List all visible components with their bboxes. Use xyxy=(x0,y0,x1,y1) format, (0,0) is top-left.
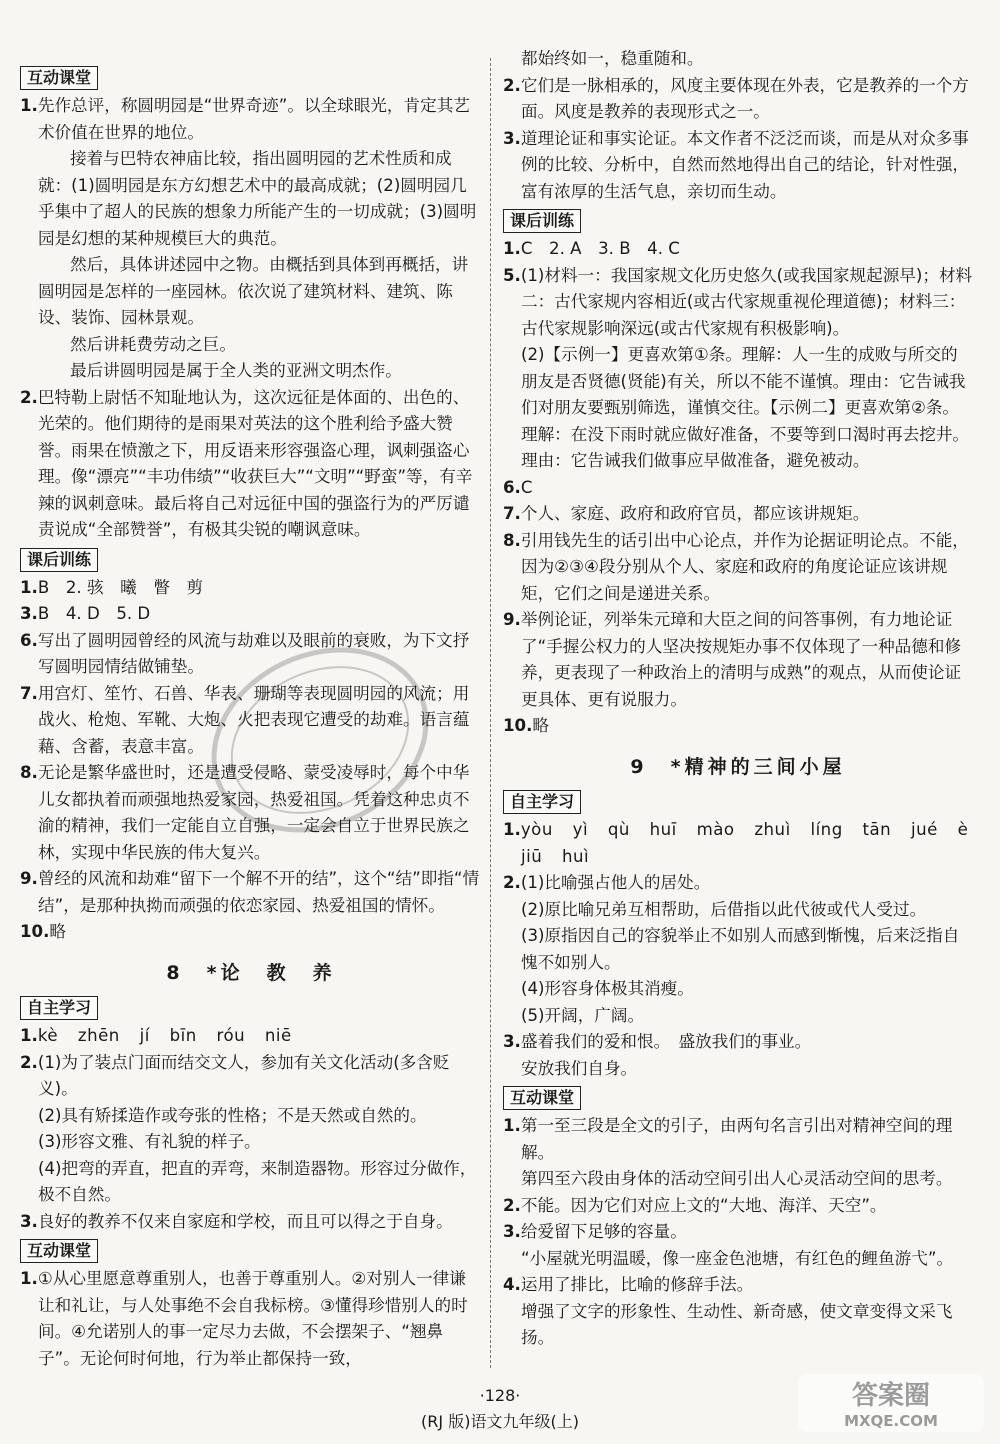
item-number: 3. xyxy=(20,604,38,623)
item-text: 道理论证和事实论证。本文作者不泛泛而谈，而是从对众多事例的比较、分析中，自然而然地得出自己的结论，针对性强，富有浓厚的生活气息，亲切而生动。 xyxy=(520,128,970,201)
sub-answer: (2)【示例一】更喜欢第①条。理解：人一生的成败与所交的朋友是否贤德(贤能)有关，所以不能不谨慎。理由：它告诫我们对朋友要甄别筛选，谨慎交往。【示例二】更喜欢第②条。理解：在没下雨时就应做好准备，不要等到口渴时再去挖井。理由：它告诫我们做事应早做准备，避免被动。 xyxy=(521,345,970,470)
answer-paragraph: 接着与巴特农神庙比较，指出圆明园的艺术性质和成就：(1)圆明园是东方幻想艺术中的最高成就；(2)圆明园几乎集中了超人的民族的想象力所能产生的一切成就；(3)圆明园是幻想的某种规模巨大的典范。 xyxy=(38,149,477,248)
section-tag: 自主学习 xyxy=(20,996,98,1020)
sub-answer: (3)形容文雅、有礼貌的样子。 xyxy=(38,1132,261,1151)
answer-item xyxy=(503,73,973,126)
answer-item xyxy=(20,601,482,628)
item-number: 7. xyxy=(20,683,38,703)
item-number: 9. xyxy=(20,869,38,888)
item-text: 第一至三段是全文的引子，由两句名言引出对精神空间的理解。 xyxy=(520,1116,953,1162)
item-number: 2. xyxy=(20,1052,38,1072)
answer-item xyxy=(503,501,973,528)
item-number: 10. xyxy=(503,716,533,735)
item-number: 6. xyxy=(20,630,38,650)
answer-item xyxy=(503,870,973,897)
item-number: 2. xyxy=(503,1195,521,1215)
answer-item xyxy=(503,1193,973,1220)
sub-answer: (4)把弯的弄直，把直的弄弯，来制造器物。形容过分做作，极不自然。 xyxy=(38,1158,477,1204)
item-text: 引用钱先生的话引出中心论点，并作为论据证明论点。不能，因为②③④段分别从个人、家庭和政府的角度论证应该讲规矩，它们之间是递进关系。 xyxy=(520,530,969,603)
answer-paragraph: 最后讲圆明园是属于全人类的亚洲文明杰作。 xyxy=(70,361,402,380)
sub-answer: (2)具有矫揉造作或夸张的性格；不是天然或自然的。 xyxy=(38,1105,427,1125)
answer-item xyxy=(503,126,973,206)
sub-answer: (3)原指因自己的容貌举止不如别人而感到惭愧，后来泛指自愧不如别人。 xyxy=(521,926,960,972)
item-text: 个人、家庭、政府和政府官员，都应该讲规矩。 xyxy=(520,504,870,523)
lesson-title: 8 *论 教 养 xyxy=(166,961,336,984)
sub-answer: “小屋就光明温暖，像一座金色池塘，有红色的鲤鱼游弋”。 xyxy=(521,1248,954,1268)
item-number: 1. xyxy=(20,96,38,115)
sub-answer: (4)形容身体极其消瘦。 xyxy=(521,979,694,998)
item-text: 盛着我们的爱和恨。 盛放我们的事业。 xyxy=(520,1032,812,1051)
item-text: (1)比喻强占他人的居处。 xyxy=(520,873,711,892)
answer-list xyxy=(20,575,482,946)
item-text: (1)材料一：我国家规文化历史悠久(或我国家规起源早)；材料二：古代家规内容相近(或古代家规重视伦理道德)；材料三：古代家规影响深远(或古代家规有积极影响)。 xyxy=(520,265,973,338)
item-text: 它们是一脉相承的，风度主要体现在外表，它是教养的一个方面。风度是教养的表现形式之一。 xyxy=(520,75,969,121)
item-text: ①从心里愿意尊重别人，也善于尊重别人。②对别人一律谦让和礼让，与人处事绝不会自我标榜。③懂得珍惜别人的时间。④允诺别人的事一定尽力去做，不会摆架子、“翘鼻子”。无论何时何地，行为举止都保持一致， xyxy=(37,1269,468,1368)
item-text: 巴特勒上尉恬不知耻地认为，这次远征是体面的、出色的、光荣的。他们期待的是雨果对英法的这个胜利给予盛大赞誉。雨果在愤激之下，用反语来形容强盗心理，讽刺强盗心理。像“漂亮”“丰功伟绩”“收获巨大”“文明”“野蛮”等，有辛辣的讽刺意味。最后将自己对远征中国的强盗行为的严厉谴责说成“全部赞誉”，有极其尖锐的嘲讽意味。 xyxy=(37,387,473,539)
item-number: 1. xyxy=(503,1116,521,1135)
answer-item xyxy=(20,575,482,602)
logo-url: MXQE.COM xyxy=(844,1412,938,1430)
item-number: 8. xyxy=(20,763,38,782)
answer-item xyxy=(20,385,482,544)
item-text: B 4. D 5. D xyxy=(37,604,151,623)
answer-item xyxy=(503,817,973,870)
book-label: (RJ 版)语文九年级(上) xyxy=(421,1412,579,1431)
item-number: 2. xyxy=(503,873,521,892)
answer-item xyxy=(20,1023,482,1050)
continued-text: 都始终如一，稳重随和。 xyxy=(521,49,704,68)
item-number: 3. xyxy=(20,1211,38,1231)
answer-item xyxy=(503,263,973,343)
answer-item xyxy=(20,760,482,866)
answer-item xyxy=(20,681,482,761)
answer-item xyxy=(20,1050,482,1103)
answer-item xyxy=(503,1219,973,1246)
section-tag: 互动课堂 xyxy=(503,1086,581,1110)
item-text: 给爱留下足够的容量。 xyxy=(520,1222,687,1241)
answer-item xyxy=(20,628,482,681)
page-number: ·128· xyxy=(479,1386,521,1405)
section-tag: 课后训练 xyxy=(503,209,581,233)
item-text: C xyxy=(520,477,533,497)
item-text: 良好的教养不仅来自家庭和学校，而且可以得之于自身。 xyxy=(37,1211,453,1231)
item-number: 3. xyxy=(503,128,521,148)
item-number: 9. xyxy=(503,610,521,629)
lesson-title: 9 *精神的三间小屋 xyxy=(630,755,846,778)
item-number: 1. xyxy=(20,1269,38,1288)
sub-answer: 安放我们自身。 xyxy=(521,1058,638,1078)
pinyin-answer: yòu yì qù huī mào zhuì líng tān jué è jiū huì xyxy=(520,820,969,866)
item-number: 1. xyxy=(20,1026,38,1045)
answer-item xyxy=(503,1272,973,1299)
section-tag: 课后训练 xyxy=(20,548,98,572)
pinyin-answer: kè zhēn jí bīn róu niē xyxy=(37,1026,292,1045)
item-number: 8. xyxy=(503,530,521,550)
left-column xyxy=(20,62,482,1372)
sub-answer: 增强了文字的形象性、生动性、新奇感，使文章变得文采飞扬。 xyxy=(521,1301,953,1347)
answer-item xyxy=(20,1266,482,1372)
answer-item xyxy=(503,528,973,608)
answer-item xyxy=(503,607,973,713)
item-text: 写出了圆明园曾经的风流与劫难以及眼前的衰败，为下文抒写圆明园情结做铺垫。 xyxy=(37,630,470,676)
answer-item xyxy=(503,713,973,740)
answer-item xyxy=(503,475,973,502)
site-logo-watermark xyxy=(796,1372,986,1434)
item-text: 举例论证，列举朱元璋和大臣之间的问答事例，有力地论证了“手握公权力的人坚决按规矩办事不仅体现了一种品德和修养，更表现了一种政治上的清明与成熟”的观点，从而使论证更具体、更有说服力。 xyxy=(520,610,962,709)
item-text: 曾经的风流和劫难“留下一个解不开的结”，这个“结”即指“情结”，是那种执拗而顽强的依恋家园、热爱祖国的情怀。 xyxy=(37,869,480,915)
answer-paragraph: 然后讲耗费劳动之巨。 xyxy=(70,334,236,354)
answer-item xyxy=(503,1029,973,1056)
item-text: 不能。因为它们对应上文的“大地、海洋、天空”。 xyxy=(520,1195,887,1215)
item-text: B 2. 骇 曦 瞥 剪 xyxy=(37,577,204,597)
item-text: 运用了排比，比喻的修辞手法。 xyxy=(520,1275,754,1294)
right-column xyxy=(503,46,973,1352)
item-number: 10. xyxy=(20,922,50,941)
item-number: 2. xyxy=(20,387,38,407)
item-number: 1. xyxy=(503,239,521,258)
item-text: 略 xyxy=(49,922,66,941)
item-text: 无论是繁华盛世时，还是遭受侵略、蒙受凌辱时，每个中华儿女都执着而顽强地热爱家园，热爱祖国。凭着这种忠贞不渝的精神，我们一定能自立自强，一定会自立于世界民族之林，实现中华民族的伟大复兴。 xyxy=(37,763,470,862)
item-number: 1. xyxy=(20,577,38,597)
section-tag: 互动课堂 xyxy=(20,66,98,90)
answer-item xyxy=(20,1209,482,1236)
item-number: 4. xyxy=(503,1275,521,1294)
section-tag: 自主学习 xyxy=(503,790,581,814)
answer-item xyxy=(20,93,482,146)
sub-answer: 第四至六段由身体的活动空间引出人心灵活动空间的思考。 xyxy=(521,1169,953,1188)
answer-item xyxy=(20,866,482,919)
answer-item xyxy=(503,1113,973,1166)
answer-item xyxy=(20,919,482,946)
item-number: 6. xyxy=(503,477,521,497)
item-text: 略 xyxy=(532,716,549,735)
item-text: 用宫灯、笙竹、石兽、华表、珊瑚等表现圆明园的风流；用战火、枪炮、军靴、大炮、火把表现它遭受的劫难。语言蕴藉、含蓄，表意丰富。 xyxy=(37,683,470,756)
item-number: 3. xyxy=(503,1222,521,1241)
item-number: 5. xyxy=(503,265,521,285)
answer-item xyxy=(503,236,973,263)
sub-answer: (5)开阔，广阔。 xyxy=(521,1005,645,1025)
item-number: 3. xyxy=(503,1032,521,1051)
item-text: 先作总评，称圆明园是“世界奇迹”。以全球眼光，肯定其艺术价值在世界的地位。 xyxy=(37,96,470,142)
logo-text: 答案圈 xyxy=(851,1381,931,1411)
item-number: 2. xyxy=(503,75,521,95)
sub-answer: (2)原比喻兄弟互相帮助，后借指以此代彼或代人受过。 xyxy=(521,899,927,919)
item-number: 1. xyxy=(503,820,521,839)
column-divider xyxy=(490,58,492,1368)
item-text: (1)为了装点门面而结交文人，参加有关文化活动(多含贬义)。 xyxy=(37,1052,450,1098)
answer-paragraph: 然后，具体讲述园中之物。由概括到具体到再概括，讲圆明园是怎样的一座园林。依次说了建筑材料、建筑、陈设、装饰、园林景观。 xyxy=(38,255,469,327)
section-tag: 互动课堂 xyxy=(20,1239,98,1263)
item-text: C 2. A 3. B 4. C xyxy=(520,239,680,258)
item-number: 7. xyxy=(503,504,521,523)
